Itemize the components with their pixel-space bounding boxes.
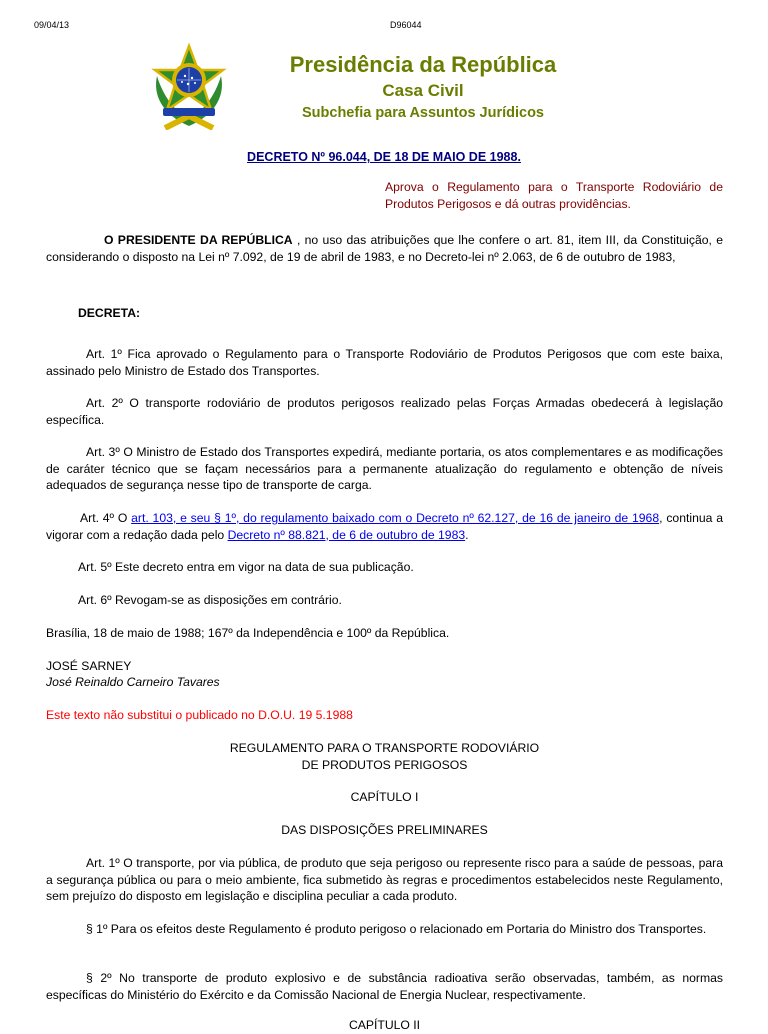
decreta-heading: DECRETA: [78,306,141,320]
masthead-title: Presidência da República [289,52,557,77]
regulation-paragraph-1: § 1º Para os efeitos deste Regulamento é produto perigoso o relacionado em Portaria do Ministro dos Transportes. [86,922,707,936]
regulation-paragraph-2: § 2º No transporte de produto explosivo e de substância radioativa serão observadas, também, as normas específicas do Ministério do Exército e da Comissão Nacional de Energia Nuclear, respectivamente. [46,971,723,1002]
masthead [268,52,578,123]
link-decreto-88821[interactable]: Decreto nº 88.821, de 6 de outubro de 1983 [227,527,466,542]
article-4-middle: , continua a vigorar com a redação dada pelo [46,511,724,542]
article-4-prefix: Art. 4º O [80,511,132,525]
article-4-suffix: . [465,527,469,542]
article-3: Art. 3º O Ministro de Estado dos Transportes expedirá, mediante portaria, os atos complementares e as modificações de caráter técnico que se façam necessários para a permanente atualização do regulamento e obtenção de níveis adequados de segurança nesse tipo de transporte de carga. [46,445,723,492]
chapter-heading: CAPÍTULO I [350,790,419,804]
publication-notice: Este texto não substitui o publicado no D.O.U. 19 5.1988 [46,708,353,722]
regulation-title [46,740,723,773]
article-6: Art. 6º Revogam-se as disposições em contrário. [78,593,342,607]
masthead-subtitle: Casa Civil [382,81,464,100]
chapter-title: DAS DISPOSIÇÕES PRELIMINARES [281,823,488,837]
link-art-103-decreto-62127[interactable]: art. 103, e seu § 1º, do regulamento baixado com o Decreto nº 62.127, de 16 de janeiro de 1968 [131,511,660,525]
preamble-text: , no uso das atribuições que lhe confere o art. 81, item III, da Constituição, e considerando o disposto na Lei nº 7.092, de 19 de abril de 1983, e no Decreto-lei nº 2.063, de 6 de outubro de 1983, [46,233,724,264]
next-chapter-heading: CAPÍTULO II [348,1018,421,1032]
article-1: Art. 1º Fica aprovado o Regulamento para o Transporte Rodoviário de Produtos Perigosos que com este baixa, assinado pelo Ministro de Estado dos Transportes. [46,347,723,378]
article-5: Art. 5º Este decreto entra em vigor na data de sua publicação. [78,560,414,574]
decree-title-link[interactable]: DECRETO Nº 96.044, DE 18 DE MAIO DE 1988. [247,150,521,164]
regulation-title-line-1: REGULAMENTO PARA O TRANSPORTE RODOVIÁRIO [229,741,540,755]
article-2: Art. 2º O transporte rodoviário de produtos perigosos realizado pelas Forças Armadas obedecerá à legislação específica. [46,396,723,427]
print-code: D96044 [390,20,422,30]
regulation-article-1: Art. 1º O transporte, por via pública, de produto que seja perigoso ou represente risco para a saúde de pessoas, para a segurança pública ou para o meio ambiente, fica submetido às regras e procedimentos estabelecidos neste Regulamento, sem prejuízo do disposto em legislação e disciplina peculiar a cada produto. [46,856,723,903]
print-date: 09/04/13 [34,20,70,30]
coat-of-arms-icon [145,42,233,130]
masthead-department: Subchefia para Assuntos Jurídicos [302,105,544,121]
place-and-date: Brasília, 18 de maio de 1988; 167º da Independência e 100º da República. [46,626,450,640]
preamble-president: O PRESIDENTE DA REPÚBLICA [104,233,293,247]
preamble [46,232,723,265]
decree-summary: Aprova o Regulamento para o Transporte Rodoviário de Produtos Perigosos e dá outras providências. [385,180,723,211]
signature-minister: José Reinaldo Carneiro Tavares [46,675,220,689]
regulation-title-line-2: DE PRODUTOS PERIGOSOS [301,757,468,772]
article-4 [46,510,723,543]
signature-president: JOSÉ SARNEY [46,659,132,673]
decree-title-block [0,148,768,166]
